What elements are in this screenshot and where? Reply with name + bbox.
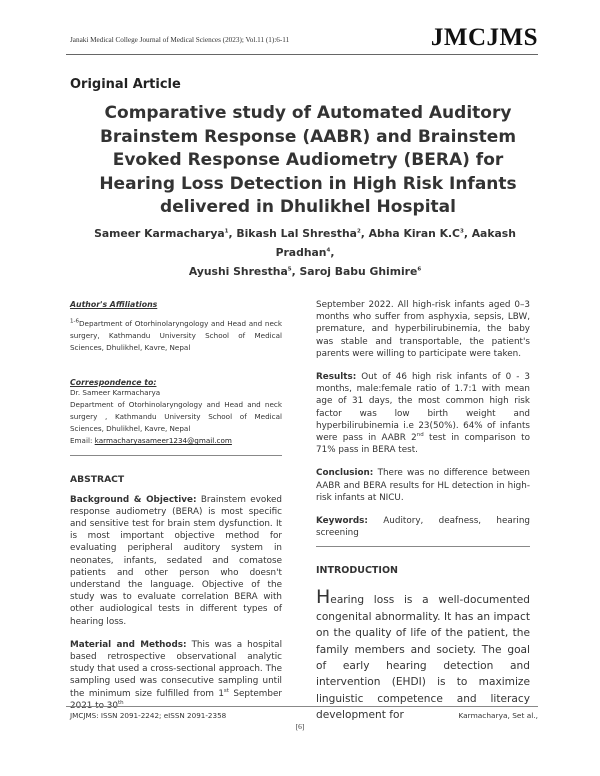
ordinal-suffix: th <box>118 699 124 706</box>
correspondence-heading: Correspondence to: <box>70 377 157 387</box>
footer-issn: JMCJMS: ISSN 2091-2242; eISSN 2091-2358 <box>70 711 227 720</box>
correspondence-email <box>70 435 282 447</box>
background-label: Background & Objective: <box>70 494 197 505</box>
methods-continued: September 2022. All high-risk infants aged 0–3 months who suffer from asphyxia, sepsis, LBW, premature, and hyperbilirubinemia, the baby was stable and transportable, the patient's parents were willing to participate were taken. <box>316 300 530 359</box>
correspondence-address: Department of Otorhinolaryngology and Head and neck surgery , Kathmandu University School of Medical Sciences, Dhulikhel, Kavre, Nepal <box>70 399 282 434</box>
results-text: Out of 46 high risk infants of 0 - 3 months, male:female ratio of 1.7:1 with mean age of 31 days, the most common high risk factor was low birth weight and hyperbilirubinemia i.e 23(50%). 64% of infants were pass in AABR 2 <box>316 372 530 444</box>
column-divider <box>316 546 530 547</box>
abstract-results <box>316 371 530 456</box>
author-name: Aakash Pradhan <box>275 227 516 259</box>
journal-citation: Janaki Medical College Journal of Medical Sciences (2023); Vol.11 (1):6-11 <box>70 36 290 44</box>
author-name: Ayushi Shrestha <box>188 265 288 278</box>
methods-text: This was a hospital based retrospective observational analytic study that used a cross-sectional approach. The sampling used was consecutive sampling until the minimum size fulfilled from 1 <box>70 639 283 699</box>
ordinal-suffix: st <box>223 687 229 694</box>
journal-brand: JMCJMS <box>430 24 538 51</box>
header-rule <box>66 54 538 55</box>
author-marker: 4 <box>326 247 331 254</box>
abstract-conclusion <box>316 467 530 504</box>
author-marker: 1 <box>224 228 229 235</box>
author-list: Sameer Karmacharya$^1$, Bikash Lal Shrestha$^2$, Abha Kiran $K.C^3$, Aakash Pradhan$^4$, Ayushi Shrestha$^5$, Saroj Babu Ghimire$^6$ <box>94 227 516 278</box>
drop-cap: H <box>316 586 331 609</box>
affiliation-body: Department of Otorhinolaryngology and Head and neck surgery, Kathmandu University School of Medical Sciences, Dhulikhel, Kavre, Nepal <box>70 319 282 353</box>
abstract-heading: ABSTRACT <box>70 473 125 485</box>
results-text-cont: test in comparison to 71% pass in BERA test. <box>316 433 530 456</box>
author-name: Abha Kiran K.C <box>368 227 460 240</box>
author-name: Bikash Lal Shrestha <box>236 227 357 240</box>
methods-label: Material and Methods: <box>70 639 187 650</box>
background-text: Brainstem evoked response audiometry (BERA) is most specific and sensitive test for brain stem dysfunction. It is most important objective method for evaluating peripheral auditory system in neonates, infants, sedated and comatose patients and other person who doesn't understand the language. Objective of the study was to evaluate correlation BERA with other audiological tests in different types of hearing loss. <box>70 494 282 627</box>
author-marker: 3 <box>459 228 464 235</box>
keywords <box>316 515 530 539</box>
affiliations-text <box>70 318 282 355</box>
article-type: Original Article <box>70 77 181 92</box>
column-divider <box>70 455 282 456</box>
email-label: Email: <box>70 436 93 446</box>
affiliation-marker: 1-6 <box>70 318 79 325</box>
results-label: Results: <box>316 372 357 383</box>
footer-running-author: Karmacharya, Set al., <box>458 711 538 720</box>
ordinal-suffix: nd <box>416 432 424 439</box>
left-column <box>70 300 282 712</box>
author-name: Sameer Karmacharya <box>94 227 225 240</box>
right-column <box>316 299 530 724</box>
footer-rule <box>66 706 538 707</box>
introduction-text <box>316 586 530 723</box>
author-marker: 5 <box>287 266 292 273</box>
author-name: Saroj Babu Ghimire <box>299 265 418 278</box>
introduction-body: earing loss is a well-documented congenital abnormality. It has an impact on the quality of life of the patient, the family members and society. The goal of early hearing detection and intervention (EHDI) is to maximize linguistic competence and literacy development for <box>316 594 530 722</box>
affiliations-heading: Author's Affiliations <box>70 300 158 309</box>
methods-text-cont: September 2021 to 30 <box>70 688 282 711</box>
page-number: [6] <box>295 722 305 731</box>
correspondence-name: Dr. Sameer Karmacharya <box>70 387 161 397</box>
abstract-background <box>70 494 282 628</box>
introduction-heading: INTRODUCTION <box>316 565 398 577</box>
keywords-label: Keywords: <box>316 516 368 527</box>
conclusion-label: Conclusion: <box>316 468 374 479</box>
keywords-text: Auditory, deafness, hearing screening <box>316 516 531 539</box>
article-title: Comparative study of Automated Auditory Brainstem Response (AABR) and Brainstem Evoked Response Audiometry (BERA) for Hearing Loss Detection in High Risk Infants delivered in Dhulikhel Hospital <box>99 103 517 217</box>
author-marker: 6 <box>417 266 422 273</box>
conclusion-text: There was no difference between AABR and BERA results for HL detection in high-risk infants at NICU. <box>316 468 530 503</box>
abstract-methods <box>70 639 282 712</box>
author-marker: 2 <box>356 228 361 235</box>
email-link[interactable]: karmacharyasameer1234@gmail.com <box>94 436 232 446</box>
